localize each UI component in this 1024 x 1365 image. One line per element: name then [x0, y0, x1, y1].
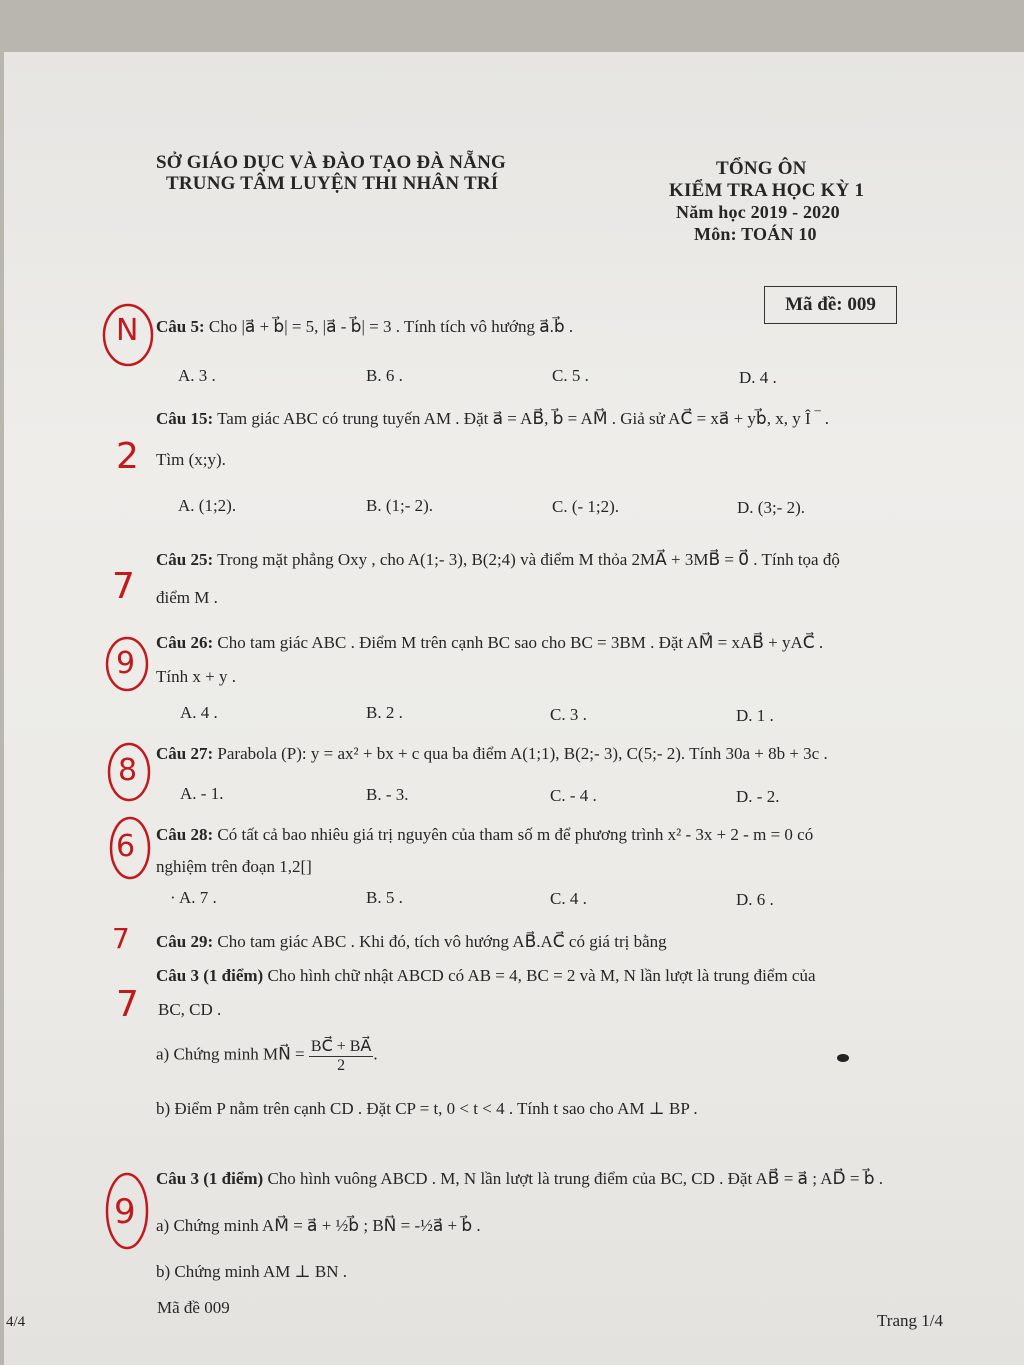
question-29 — [156, 932, 667, 952]
question-3-square-part-a: a) Chứng minh AM⃗ = a⃗ + ½b⃗ ; BN⃗ = -½a⃗ + b⃗ . — [156, 1216, 481, 1235]
header-review: TỔNG ÔN — [716, 158, 807, 179]
option-c: C. (- 1;2). — [552, 497, 620, 516]
question-26 — [156, 633, 823, 653]
footer-side-number: 4/4 — [6, 1314, 26, 1330]
footer-page-number: Trang 1/4 — [877, 1311, 943, 1330]
handwritten-mark: N — [116, 313, 139, 348]
option-a: A. - 1. — [180, 784, 224, 803]
period: . — [373, 1044, 378, 1064]
option-d: D. 6 . — [736, 890, 774, 909]
question-text: Cho tam giác ABC . Điểm M trên cạnh BC sao cho BC = 3BM . Đặt AM⃗ = xAB⃗ + yAC⃗ . — [217, 633, 824, 652]
question-3-part-a — [156, 1036, 378, 1075]
question-text: Cho tam giác ABC . Khi đó, tích vô hướng AB⃗.AC⃗ có giá trị bằng — [217, 932, 667, 951]
option-a: A. 3 . — [178, 366, 216, 385]
footer-exam-code: Mã đề 009 — [157, 1298, 230, 1317]
question-15 — [156, 409, 829, 429]
question-label: Câu 15: — [156, 409, 214, 428]
question-28-line2: nghiệm trên đoạn 1,2[] — [156, 857, 312, 876]
option-b: B. 5 . — [366, 888, 403, 907]
question-26-line2: Tính x + y . — [156, 667, 236, 686]
question-label: Câu 3 (1 điểm) — [156, 966, 264, 985]
option-d: D. 1 . — [736, 706, 774, 725]
handwritten-mark: 7 — [112, 566, 135, 607]
option-d: D. - 2. — [736, 787, 780, 806]
option-c: C. - 4 . — [550, 786, 597, 805]
fraction-denominator: 2 — [337, 1057, 346, 1074]
question-25-line2: điểm M . — [156, 588, 218, 607]
handwritten-mark: 2 — [116, 436, 139, 477]
question-text: Có tất cả bao nhiêu giá trị nguyên của tham số m để phương trình x² - 3x + 2 - m = 0 có — [217, 825, 814, 844]
header-exam-title: KIỂM TRA HỌC KỲ 1 — [669, 180, 865, 201]
question-label: Câu 3 (1 điểm) — [156, 1169, 264, 1188]
option-b: B. - 3. — [366, 785, 409, 804]
option-b: B. (1;- 2). — [366, 496, 434, 515]
handwritten-mark: 7 — [112, 922, 130, 955]
question-label: Câu 29: — [156, 932, 214, 951]
ink-dot-icon — [836, 1052, 850, 1064]
question-28 — [156, 825, 813, 845]
option-d: D. (3;- 2). — [737, 498, 805, 517]
fraction — [309, 1036, 373, 1075]
option-b: B. 6 . — [366, 366, 403, 385]
option-c: C. 4 . — [550, 889, 587, 908]
question-text: Cho |a⃗ + b⃗| = 5, |a⃗ - b⃗| = 3 . Tính tích vô hướng a⃗.b⃗ . — [208, 317, 574, 336]
question-text: Trong mặt phẳng Oxy , cho A(1;- 3), B(2;4) và điểm M thỏa 2MA⃗ + 3MB⃗ = 0⃗ . Tính tọa độ — [217, 550, 840, 569]
header-subject: Môn: TOÁN 10 — [694, 224, 817, 244]
option-a: · A. 7 . — [170, 888, 217, 907]
question-text: Tam giác ABC có trung tuyến AM . Đặt a⃗ = AB⃗, b⃗ = AM⃗ . Giả sử AC⃗ = xa⃗ + yb⃗, x, y Î ‾ . — [217, 409, 830, 428]
ink-dot — [837, 1054, 849, 1062]
part-a-prefix: a) Chứng minh MN⃗ = — [156, 1044, 305, 1064]
question-25 — [156, 550, 840, 570]
header-department: SỞ GIÁO DỤC VÀ ĐÀO TẠO ĐÀ NẴNG — [156, 152, 506, 173]
question-text: Cho hình chữ nhật ABCD có AB = 4, BC = 2 và M, N lần lượt là trung điểm của — [267, 966, 816, 985]
question-text: Cho hình vuông ABCD . M, N lần lượt là trung điểm của BC, CD . Đặt AB⃗ = a⃗ ; AD⃗ = b⃗ . — [267, 1169, 883, 1188]
question-label: Câu 26: — [156, 633, 214, 652]
question-3-square — [156, 1169, 883, 1189]
question-3-square-part-b: b) Chứng minh AM ⊥ BN . — [156, 1262, 347, 1281]
question-label: Câu 27: — [156, 744, 214, 763]
handwritten-mark: 9 — [116, 646, 136, 681]
header-center: TRUNG TÂM LUYỆN THI NHÂN TRÍ — [166, 173, 499, 194]
handwritten-mark: 8 — [118, 753, 138, 788]
question-5 — [156, 317, 573, 337]
question-27 — [156, 744, 828, 764]
question-3-part-b: b) Điểm P nằm trên cạnh CD . Đặt CP = t, 0 < t < 4 . Tính t sao cho AM ⊥ BP . — [156, 1099, 698, 1118]
question-3-rectangle — [156, 966, 816, 986]
question-3-rectangle-line2: BC, CD . — [158, 1000, 222, 1019]
question-label: Câu 25: — [156, 550, 214, 569]
option-a: A. (1;2). — [178, 496, 237, 515]
option-a: A. 4 . — [180, 703, 218, 722]
handwritten-mark: 6 — [116, 829, 136, 864]
handwritten-mark: 7 — [116, 984, 139, 1025]
question-label: Câu 5: — [156, 317, 205, 336]
question-text: Parabola (P): y = ax² + bx + c qua ba điểm A(1;1), B(2;- 3), C(5;- 2). Tính 30a + 8b + 3c . — [217, 744, 828, 763]
option-d: D. 4 . — [739, 368, 777, 387]
exam-code-box: Mã đề: 009 — [764, 286, 897, 324]
option-c: C. 5 . — [552, 366, 589, 385]
question-15-line2: Tìm (x;y). — [156, 450, 226, 469]
fraction-numerator: BC⃗ + BA⃗ — [310, 1038, 372, 1055]
option-c: C. 3 . — [550, 705, 587, 724]
question-label: Câu 28: — [156, 825, 214, 844]
option-b: B. 2 . — [366, 703, 403, 722]
header-school-year: Năm học 2019 - 2020 — [676, 202, 840, 222]
handwritten-mark: 9 — [114, 1192, 136, 1232]
